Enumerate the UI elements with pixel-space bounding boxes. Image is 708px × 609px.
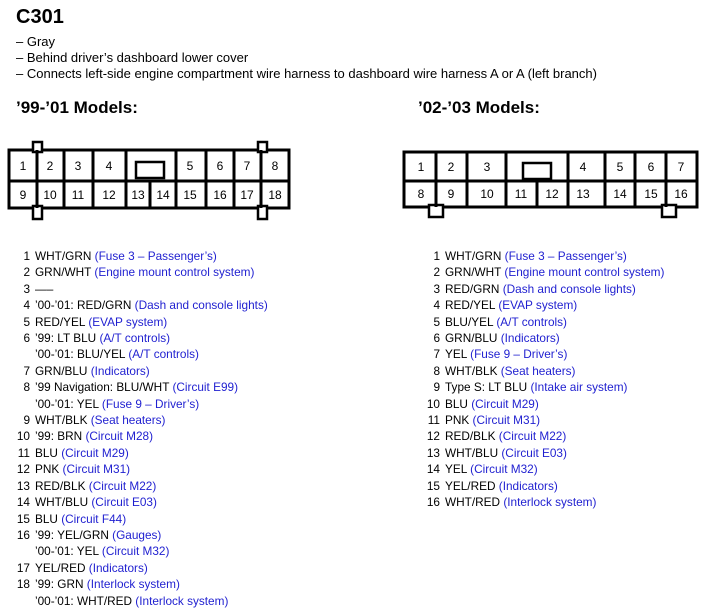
wire-color: PNK <box>35 462 63 477</box>
circuit-reference: (Seat heaters) <box>90 413 166 428</box>
pin-number: 9 <box>23 413 30 428</box>
pin-number: 3 <box>433 281 440 296</box>
pin-label-1: 1 <box>19 159 27 173</box>
pin-number: 17 <box>16 560 30 575</box>
pin-number: 2 <box>433 265 440 280</box>
pin-row-5 <box>8 314 268 330</box>
pin-description-line <box>418 364 575 378</box>
pin-label-10: 10 <box>43 188 57 202</box>
pin-label-18: 18 <box>268 188 282 202</box>
pin-description-line <box>418 479 558 493</box>
pin-row-17 <box>8 560 268 576</box>
pin-description-line <box>418 397 539 411</box>
pin-number: 6 <box>433 331 440 346</box>
circuit-reference: (EVAP system) <box>498 298 578 313</box>
pin-number: 16 <box>16 527 30 542</box>
pin-label-7: 7 <box>243 159 251 173</box>
pin-description-line <box>418 315 567 329</box>
pin-row-4 <box>418 297 664 313</box>
pin-number: 9 <box>433 380 440 395</box>
pin-number: 1 <box>23 249 30 263</box>
locator-tab <box>662 205 676 217</box>
circuit-reference: (Circuit M32) <box>470 462 538 477</box>
circuit-reference: (Interlock system) <box>135 593 229 608</box>
circuit-reference: (Circuit M29) <box>61 445 129 460</box>
circuit-reference: (Circuit M31) <box>62 462 131 477</box>
pin-number: 5 <box>23 314 30 329</box>
circuit-reference: (Indicators) <box>90 363 150 378</box>
pin-number: 13 <box>426 445 440 460</box>
circuit-reference: (A/T controls) <box>99 331 171 346</box>
section-title-99-01: ’99-’01 Models: <box>16 98 138 117</box>
pin-description-line <box>8 396 268 412</box>
pin-label-10: 10 <box>480 187 494 201</box>
pin-row-14 <box>8 494 268 510</box>
pin-row-3 <box>8 281 268 297</box>
pin-row-10 <box>8 428 268 444</box>
wire-color: GRN/WHT <box>445 265 505 280</box>
pin-number: 1 <box>433 249 440 263</box>
wire-color: RED/YEL <box>35 314 89 329</box>
pin-label-8: 8 <box>271 159 279 173</box>
pin-row-8 <box>418 363 664 379</box>
circuit-reference: (Engine mount control system) <box>504 265 665 280</box>
pin-description-line <box>8 561 148 575</box>
pin-row-16 <box>418 494 664 510</box>
pin-number: 14 <box>16 495 30 510</box>
wire-color: RED/BLK <box>35 478 89 493</box>
pin-row-11 <box>8 445 268 461</box>
wire-color: GRN/BLU <box>35 363 91 378</box>
pin-number: 16 <box>426 495 440 510</box>
wire-color: GRN/BLU <box>445 331 501 346</box>
pin-description-line <box>8 593 268 609</box>
pin-description-line <box>8 495 157 509</box>
circuit-reference: (Dash and console lights) <box>502 281 636 296</box>
pin-number: 12 <box>16 462 30 477</box>
circuit-reference: (Dash and console lights) <box>134 298 268 313</box>
pin-description-line <box>8 380 238 394</box>
pin-row-13 <box>8 478 268 494</box>
wire-color: BLU <box>35 511 62 526</box>
pin-label-14: 14 <box>613 187 627 201</box>
pin-label-12: 12 <box>545 187 559 201</box>
pin-row-18 <box>8 576 268 609</box>
pin-number: 11 <box>17 445 30 460</box>
pin-number: 2 <box>23 265 30 280</box>
wire-color: ’99: YEL/GRN <box>35 527 113 542</box>
circuit-reference: (Engine mount control system) <box>94 265 255 280</box>
circuit-reference: (Indicators) <box>498 478 558 493</box>
pin-description-line <box>8 528 161 542</box>
wire-color: GRN/WHT <box>35 265 95 280</box>
pin-row-15 <box>8 511 268 527</box>
wire-color: YEL/RED <box>445 478 499 493</box>
pin-description-line <box>8 315 167 329</box>
pin-row-12 <box>8 461 268 477</box>
pin-row-7 <box>8 363 268 379</box>
wire-color: ’00-’01: WHT/RED <box>35 593 136 608</box>
connector-key <box>136 162 164 178</box>
pin-row-12 <box>418 428 664 444</box>
pin-number: 14 <box>426 462 440 477</box>
circuit-reference: (Seat heaters) <box>500 363 576 378</box>
pin-label-5: 5 <box>616 160 624 174</box>
pin-description-line <box>8 282 53 296</box>
pin-row-6 <box>8 330 268 363</box>
circuit-reference: (Interlock system) <box>503 495 597 510</box>
pin-description-line <box>418 380 628 394</box>
note-connection: – Connects left-side engine compartment wire harness to dashboard wire harness A or A (left branch) <box>16 66 597 81</box>
connector-diagram-99-01 <box>9 142 289 219</box>
note-color: – Gray <box>16 34 56 49</box>
pin-label-15: 15 <box>644 187 658 201</box>
pin-list-02-03 <box>418 248 664 511</box>
wire-color: WHT/GRN <box>445 249 505 263</box>
pin-description-line <box>8 346 268 362</box>
pin-label-3: 3 <box>74 159 82 173</box>
wire-color: ’00-’01: RED/GRN <box>35 298 135 313</box>
circuit-reference: (Indicators) <box>88 560 148 575</box>
pin-row-7 <box>418 346 664 362</box>
circuit-reference: (Intake air system) <box>530 380 628 395</box>
wire-color: BLU <box>35 445 62 460</box>
wire-color: WHT/BLU <box>35 495 92 510</box>
pin-label-6: 6 <box>647 160 655 174</box>
pin-row-5 <box>418 314 664 330</box>
section-title-02-03: ’02-’03 Models: <box>418 98 540 117</box>
circuit-reference: (Interlock system) <box>86 577 180 592</box>
pin-label-12: 12 <box>102 188 116 202</box>
pin-description-line <box>8 298 268 312</box>
wire-color: ’99: BRN <box>35 429 86 444</box>
pin-description-line <box>8 512 126 526</box>
pin-number: 10 <box>16 429 30 444</box>
circuit-reference: (EVAP system) <box>88 314 168 329</box>
circuit-reference: (Fuse 9 – Driver’s) <box>101 396 200 411</box>
pin-description-line <box>418 429 566 443</box>
pin-description-line <box>8 331 170 345</box>
pin-label-9: 9 <box>19 188 27 202</box>
circuit-reference: (A/T controls) <box>496 314 567 329</box>
circuit-reference: (Fuse 3 – Passenger’s) <box>504 249 627 263</box>
pin-description-line <box>418 282 636 296</box>
pin-row-13 <box>418 445 664 461</box>
wire-color: —– <box>35 281 54 296</box>
pin-number: 18 <box>16 577 30 592</box>
pin-row-1 <box>418 248 664 264</box>
circuit-reference: (Circuit M29) <box>471 396 539 411</box>
pin-label-14: 14 <box>156 188 170 202</box>
pin-number: 15 <box>426 478 440 493</box>
pin-label-6: 6 <box>216 159 224 173</box>
pin-number: 6 <box>23 331 30 346</box>
pin-description-line <box>418 265 664 279</box>
wire-color: BLU <box>445 396 472 411</box>
wire-color: ’00-’01: YEL <box>35 396 102 411</box>
wire-color: RED/YEL <box>445 298 499 313</box>
circuit-reference: (Circuit M22) <box>498 429 567 444</box>
pin-label-17: 17 <box>240 188 254 202</box>
pin-number: 8 <box>23 380 30 395</box>
pin-number: 4 <box>433 298 440 313</box>
pin-row-9 <box>8 412 268 428</box>
pin-label-3: 3 <box>483 160 491 174</box>
pin-number: 11 <box>427 413 440 428</box>
pin-description-line <box>418 347 567 361</box>
circuit-reference: (Circuit E03) <box>91 495 157 510</box>
circuit-reference: (Fuse 9 – Driver’s) <box>470 347 568 362</box>
circuit-reference: (Circuit M32) <box>101 544 170 559</box>
pin-label-7: 7 <box>677 160 685 174</box>
pin-number: 7 <box>23 363 30 378</box>
pin-row-3 <box>418 281 664 297</box>
pin-description-line <box>418 446 567 460</box>
connector-key <box>523 163 551 179</box>
wire-color: ’99: GRN <box>35 577 87 592</box>
pin-label-5: 5 <box>186 159 194 173</box>
wire-color: BLU/YEL <box>445 314 497 329</box>
pin-number: 12 <box>426 429 440 444</box>
pin-row-11 <box>418 412 664 428</box>
pin-description-line <box>418 298 577 312</box>
pin-number: 13 <box>16 478 30 493</box>
circuit-reference: (Circuit E99) <box>172 380 239 395</box>
pin-row-8 <box>8 379 268 412</box>
pin-row-14 <box>418 461 664 477</box>
wire-color: WHT/BLK <box>445 363 501 378</box>
wire-color: ’99: LT BLU <box>35 331 100 346</box>
note-location: – Behind driver’s dashboard lower cover <box>16 50 249 65</box>
pin-number: 15 <box>16 511 30 526</box>
pin-label-11: 11 <box>514 187 528 201</box>
pin-number: 5 <box>433 314 440 329</box>
pin-number: 10 <box>426 396 440 411</box>
pin-description-line <box>418 249 627 263</box>
wire-color: RED/BLK <box>445 429 499 444</box>
circuit-reference: (Circuit M28) <box>85 429 153 444</box>
pin-number: 4 <box>23 298 30 313</box>
wire-color: ’00-’01: YEL <box>35 544 102 559</box>
pin-label-15: 15 <box>183 188 197 202</box>
pin-description-line <box>8 479 156 493</box>
pin-description-line <box>8 577 180 591</box>
circuit-reference: (A/T controls) <box>128 347 199 362</box>
pin-description-line <box>418 495 596 509</box>
circuit-reference: (Fuse 3 – Passenger’s) <box>94 249 217 263</box>
pin-description-line <box>418 413 540 427</box>
pin-description-line <box>418 331 560 345</box>
pin-row-9 <box>418 379 664 395</box>
pin-label-2: 2 <box>46 159 54 173</box>
pin-description-line <box>8 429 153 443</box>
circuit-reference: (Indicators) <box>500 331 560 346</box>
circuit-reference: (Gauges) <box>112 527 162 542</box>
pin-row-15 <box>418 478 664 494</box>
wire-color: WHT/BLU <box>445 445 502 460</box>
pin-label-4: 4 <box>105 159 113 173</box>
pin-list-99-01 <box>8 248 268 609</box>
pin-description-line <box>8 446 129 460</box>
pin-row-10 <box>418 396 664 412</box>
pin-description-line <box>8 413 165 427</box>
pin-description-line <box>8 543 268 559</box>
pin-label-1: 1 <box>417 160 425 174</box>
wire-color: WHT/GRN <box>35 249 95 263</box>
connector-title: C301 <box>16 6 64 28</box>
pin-number: 3 <box>23 281 30 296</box>
pin-label-11: 11 <box>71 188 85 202</box>
pin-label-16: 16 <box>674 187 688 201</box>
pin-label-4: 4 <box>579 160 587 174</box>
pin-description-line <box>8 265 254 279</box>
wire-color: YEL/RED <box>35 560 89 575</box>
wire-color: ’00-’01: BLU/YEL <box>35 347 129 362</box>
pin-row-2 <box>418 264 664 280</box>
pin-description-line <box>8 462 130 476</box>
wire-color: RED/GRN <box>445 281 503 296</box>
pin-label-16: 16 <box>213 188 227 202</box>
pin-row-4 <box>8 297 268 313</box>
pin-label-13: 13 <box>131 188 145 202</box>
pin-label-8: 8 <box>417 187 425 201</box>
pin-number: 7 <box>433 347 440 362</box>
pin-description-line <box>8 249 217 263</box>
circuit-reference: (Circuit M22) <box>88 478 157 493</box>
wire-color: PNK <box>445 413 473 428</box>
wire-color: YEL <box>445 462 471 477</box>
pin-label-13: 13 <box>576 187 590 201</box>
pin-description-line <box>8 364 150 378</box>
pin-row-1 <box>8 248 268 264</box>
pin-row-16 <box>8 527 268 560</box>
wire-color: Type S: LT BLU <box>445 380 531 395</box>
circuit-reference: (Circuit M31) <box>472 413 541 428</box>
pin-description-line <box>418 462 538 476</box>
pin-row-2 <box>8 264 268 280</box>
wire-color: YEL <box>445 347 471 362</box>
circuit-reference: (Circuit E03) <box>501 445 567 460</box>
circuit-reference: (Circuit F44) <box>61 511 127 526</box>
wire-color: WHT/RED <box>445 495 504 510</box>
pin-number: 8 <box>433 363 440 378</box>
pin-row-6 <box>418 330 664 346</box>
pin-label-9: 9 <box>447 187 455 201</box>
pin-label-2: 2 <box>447 160 455 174</box>
wire-color: WHT/BLK <box>35 413 91 428</box>
wire-color: ’99 Navigation: BLU/WHT <box>35 380 173 395</box>
